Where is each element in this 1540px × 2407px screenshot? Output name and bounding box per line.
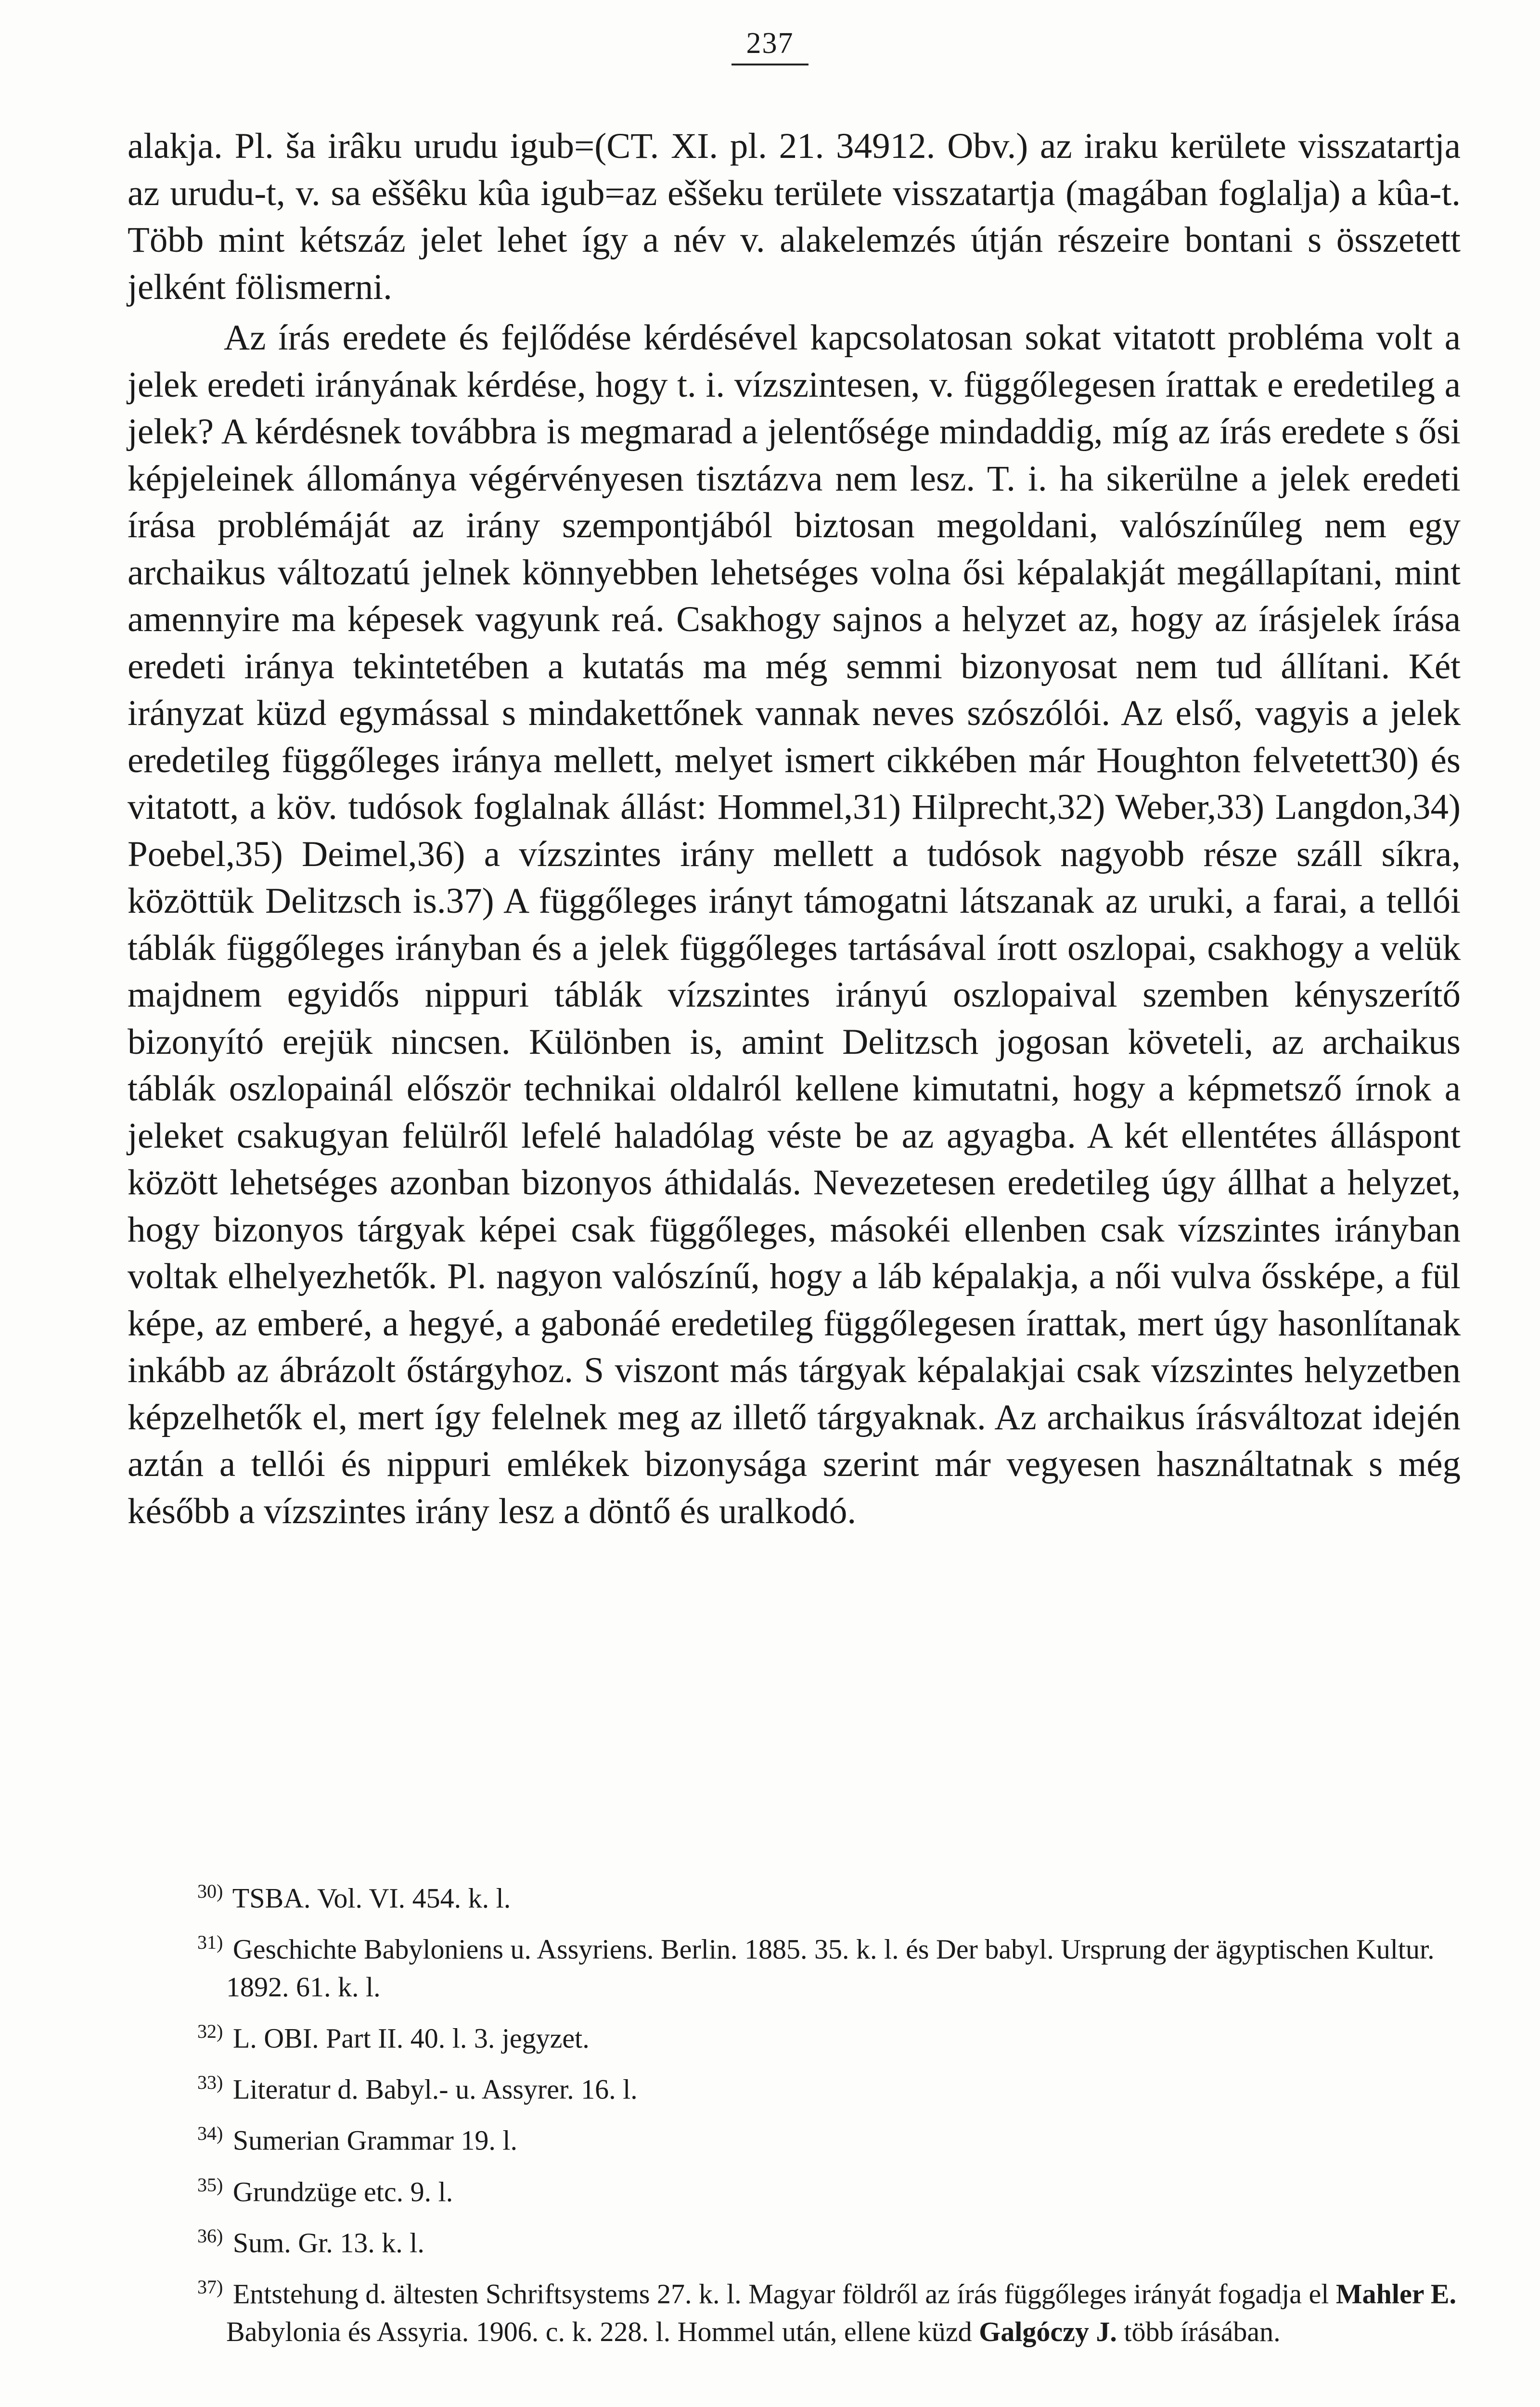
footnote-number: 34)	[197, 2122, 223, 2145]
paragraph-2: Az írás eredete és fejlődése kérdésével kapcsolatosan sokat vitatott probléma volt a jelek eredeti irányának kérdése, hogy t. i. vízszintesen, v. függőlegesen írattak e eredetileg a jelek? A kérdésnek továbbra is megmarad a jelentősége mindaddig, míg az írás eredete s ősi képjeleinek állománya végérvényesen tisztázva nem lesz. T. i. ha sikerülne a jelek eredeti írása problémáját az irány szempontjából biztosan megoldani, valószínűleg nem egy archaikus változatú jelnek könnyebben lehetséges volna ősi képalakját megállapítani, mint amennyire ma képesek vagyunk reá. Csakhogy sajnos a helyzet az, hogy az írásjelek írása eredeti iránya tekintetében a kutatás ma még semmi bizonyosat nem tud állítani. Két irányzat küzd egymással s mindakettőnek vannak neves szószólói. Az első, vagyis a jelek eredetileg függőleges iránya mellett, melyet ismert cikkében már Houghton felvetett30) és vitatott, a köv. tudósok foglalnak állást: Hommel,31) Hilprecht,32) Weber,33) Langdon,34) Poebel,35) Deimel,36) a vízszintes irány mellett a tudósok nagyobb része száll síkra, közöttük Delitzsch is.37) A függőleges irányt támogatni látszanak az uruki, a farai, a tellói táblák függőleges irányban és a jelek függőleges tartásával írott oszlopai, csakhogy a velük majdnem egyidős nippuri táblák vízszintes irányú oszlopaival szemben kényszerítő bizonyító erejük nincsen. Különben is, amint Delitzsch jogosan követeli, az archaikus táblák oszlopainál először technikai oldalról kellene kimutatni, hogy a képmetsző írnok a jeleket csakugyan felülről lefelé haladólag véste be az agyagba. A két ellentétes álláspont között lehetséges azonban bizonyos áthidalás. Nevezetesen eredetileg úgy állhat a helyzet, hogy bizonyos tárgyak képei csak függőleges, másokéi ellenben csak vízszintes irányban voltak elhelyezhetők. Pl. nagyon valószínű, hogy a láb képalakja, a női vulva őssképe, a fül képe, az emberé, a hegyé, a gabonáé eredetileg függőlegesen írattak, mert úgy hasonlítanak inkább az ábrázolt őstárgyhoz. S viszont más tárgyak képalakjai csak vízszintes helyzetben képzelhetők el, mert így felelnek meg az illető tárgyaknak. Az archaikus írásváltozat idején aztán a tellói és nippuri emlékek bizonysága szerint már vegyesen használtatnak s még később a vízszintes irány lesz a döntő és uralkodó.	[128, 318, 1461, 1531]
footnote-30	[130, 1873, 1458, 1917]
body-text	[128, 123, 1461, 1535]
footnote-number: 35)	[197, 2174, 223, 2196]
footnote-34	[130, 2115, 1458, 2159]
footnote-31	[130, 1924, 1458, 2006]
footnote-text: TSBA. Vol. VI. 454. k. l.	[232, 1882, 511, 1914]
footnote-number: 33)	[197, 2071, 223, 2093]
footnote-text: több írásában.	[1124, 2316, 1281, 2347]
footnote-text: Sum. Gr. 13. k. l.	[232, 2227, 424, 2259]
footnote-number: 32)	[197, 2020, 223, 2042]
footnote-33	[130, 2064, 1458, 2108]
footnote-36	[130, 2217, 1458, 2262]
footnotes	[130, 1873, 1458, 2357]
footnote-35	[130, 2166, 1458, 2211]
footnote-number: 37)	[197, 2276, 223, 2298]
footnote-text: Sumerian Grammar 19. l.	[232, 2124, 517, 2156]
author-name: Galgóczy J.	[979, 2316, 1117, 2347]
page-number: 237	[732, 26, 808, 65]
footnote-text: Entstehung d. ältesten Schriftsystems 27. k. l. Magyar földről az írás függőleges irányát fogadja el	[232, 2278, 1329, 2310]
footnote-37	[130, 2268, 1458, 2350]
footnote-number: 36)	[197, 2225, 223, 2247]
footnote-32	[130, 2013, 1458, 2057]
paragraph-1: alakja. Pl. ša irâku urudu igub=(CT. XI. pl. 21. 34912. Obv.) az iraku kerülete visszatartja az urudu-t, v. sa eššêku kûa igub=az eššeku területe visszatartja (magában foglalja) a kûa-t. Több mint kétszáz jelet lehet így a név v. alakelemzés útján részeire bontani s összetett jelként fölismerni.	[128, 126, 1461, 307]
footnote-text: L. OBI. Part II. 40. l. 3. jegyzet.	[232, 2022, 590, 2054]
footnote-text: Geschichte Babyloniens u. Assyriens. Berlin. 1885. 35. k. l. és Der babyl. Ursprung der ägyptischen Kultur. 1892. 61. k. l.	[226, 1933, 1435, 2003]
footnote-number: 31)	[197, 1931, 223, 1954]
author-name: Mahler E.	[1335, 2278, 1457, 2310]
footnote-text: Grundzüge etc. 9. l.	[232, 2175, 453, 2207]
footnote-number: 30)	[197, 1880, 223, 1902]
footnote-text: Literatur d. Babyl.- u. Assyrer. 16. l.	[232, 2073, 638, 2105]
footnote-text: Babylonia és Assyria. 1906. c. k. 228. l. Hommel után, ellene küzd	[226, 2316, 972, 2347]
